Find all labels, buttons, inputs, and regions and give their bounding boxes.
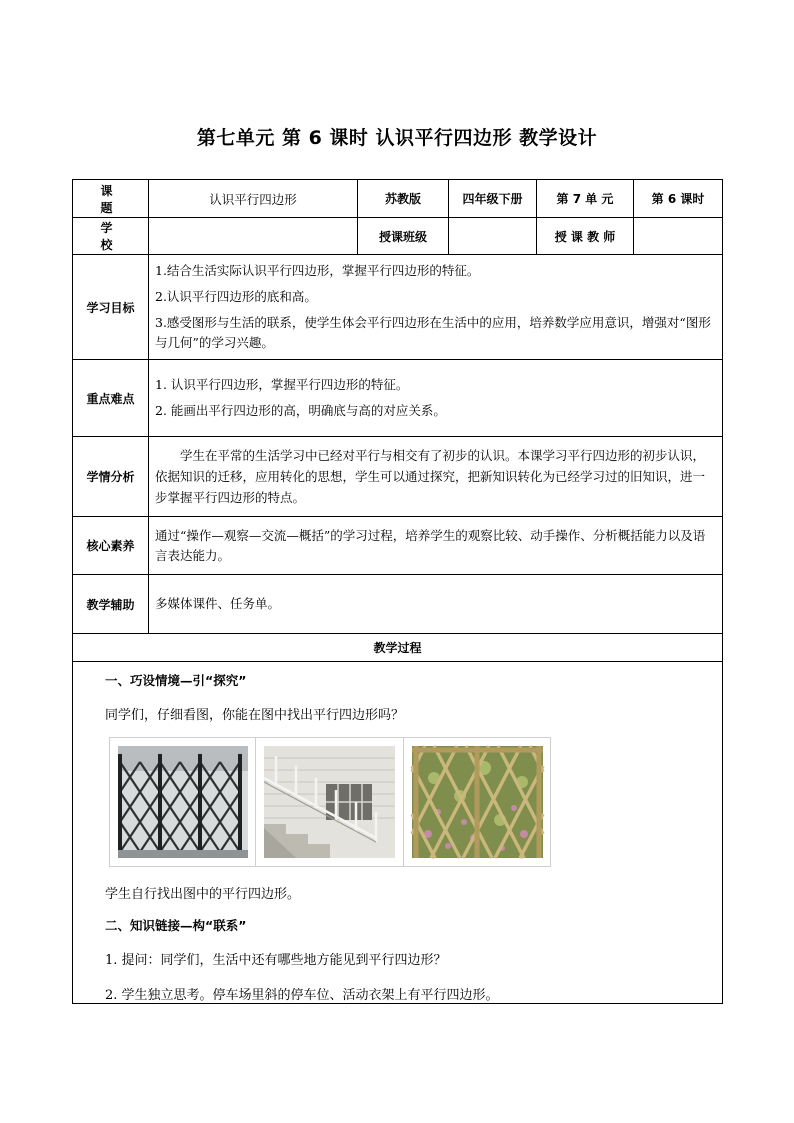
teacher-label: 授 课 教 师 bbox=[537, 218, 634, 255]
goals-label: 学习目标 bbox=[73, 255, 149, 360]
section-2-item-2: 2. 学生独立思考。停车场里斜的停车位、活动衣架上有平行四边形。 bbox=[105, 988, 499, 1003]
row-process-header bbox=[73, 634, 723, 662]
analysis-content bbox=[149, 437, 723, 517]
core-text: 通过“操作—观察—交流—概括”的学习过程，培养学生的观察比较、动手操作、分析概括能力以及语言表达能力。 bbox=[155, 527, 706, 563]
goal-item: 1.结合生活实际认识平行四边形，掌握平行四边形的特征。 bbox=[155, 263, 480, 278]
analysis-label: 学情分析 bbox=[73, 437, 149, 517]
lesson-plan-table bbox=[72, 179, 723, 1004]
aids-content bbox=[149, 575, 723, 634]
key-item: 1. 认识平行四边形，掌握平行四边形的特征。 bbox=[155, 377, 409, 392]
topic-value: 认识平行四边形 bbox=[149, 180, 358, 218]
key-label: 重点难点 bbox=[73, 360, 149, 437]
key-item: 2. 能画出平行四边形的高，明确底与高的对应关系。 bbox=[155, 403, 446, 418]
school-label: 学 校 bbox=[73, 218, 149, 255]
aids-label: 教学辅助 bbox=[73, 575, 149, 634]
goal-item: 3.感受图形与生活的联系，使学生体会平行四边形在生活中的应用，培养数学应用意识，增强对“图形与几何”的学习兴趣。 bbox=[155, 315, 711, 350]
section-1-heading: 一、巧设情境—引“探究” bbox=[105, 673, 247, 688]
unit: 第 7 单 元 bbox=[537, 180, 634, 218]
topic-label: 课 题 bbox=[73, 180, 149, 218]
goal-item: 2.认识平行四边形的底和高。 bbox=[155, 289, 317, 304]
section-1-answer: 学生自行找出图中的平行四边形。 bbox=[105, 887, 301, 902]
key-content bbox=[149, 360, 723, 437]
class-value bbox=[449, 218, 537, 255]
row-process bbox=[73, 662, 723, 1004]
publisher: 苏教版 bbox=[358, 180, 449, 218]
school-value bbox=[149, 218, 358, 255]
row-topic bbox=[73, 180, 723, 218]
process-content bbox=[73, 662, 723, 1004]
teacher-value bbox=[634, 218, 723, 255]
grade: 四年级下册 bbox=[449, 180, 537, 218]
row-analysis bbox=[73, 437, 723, 517]
folding-gate-photo bbox=[110, 738, 256, 866]
core-content bbox=[149, 517, 723, 575]
lesson: 第 6 课时 bbox=[634, 180, 723, 218]
row-core bbox=[73, 517, 723, 575]
process-label: 教学过程 bbox=[73, 634, 723, 662]
document-title: 第七单元 第 6 课时 认识平行四边形 教学设计 bbox=[196, 127, 598, 149]
section-2-heading: 二、知识链接—构“联系” bbox=[105, 918, 247, 933]
goals-content bbox=[149, 255, 723, 360]
row-goals bbox=[73, 255, 723, 360]
staircase-photo bbox=[256, 738, 403, 866]
analysis-text: 学生在平常的生活学习中已经对平行与相交有了初步的认识。本课学习平行四边形的初步认识，依据知识的迁移，应用转化的思想，学生可以通过探究，把新知识转化为已经学习过的旧知识，进一步掌握平行四边形的特点。 bbox=[155, 448, 706, 505]
section-2-item-1: 1. 提问：同学们，生活中还有哪些地方能见到平行四边形？ bbox=[105, 953, 447, 968]
row-school bbox=[73, 218, 723, 255]
photo-strip bbox=[109, 737, 551, 867]
row-aids bbox=[73, 575, 723, 634]
class-label: 授课班级 bbox=[358, 218, 449, 255]
core-label: 核心素养 bbox=[73, 517, 149, 575]
aids-text: 多媒体课件、任务单。 bbox=[155, 596, 281, 611]
section-1-question: 同学们，仔细看图，你能在图中找出平行四边形吗？ bbox=[105, 708, 405, 723]
garden-fence-photo bbox=[404, 738, 550, 866]
row-key bbox=[73, 360, 723, 437]
